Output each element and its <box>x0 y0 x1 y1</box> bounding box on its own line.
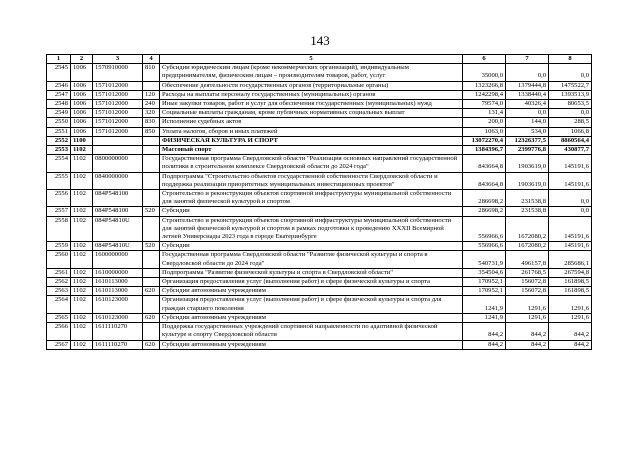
description-cell: Субсидии <box>160 242 463 251</box>
amount-year-2-cell: 1291,6 <box>506 313 549 322</box>
target-code-cell: 084P54810U <box>93 216 143 242</box>
section-code-cell: 1102 <box>71 172 93 189</box>
description-cell: Государственная программа Свердловской области "Реализация основных направлений государственной политики в строительном комплексе Свердловской области до 2024 года" <box>160 155 463 172</box>
amount-year-1-cell: 13072270,4 <box>463 136 506 145</box>
expense-type-cell <box>143 190 160 207</box>
row-number-cell: 2566 <box>47 323 71 340</box>
amount-year-2-cell: 1672080,2 <box>506 242 549 251</box>
description-cell: Массовый спорт <box>160 146 463 155</box>
row-number-cell: 2546 <box>47 81 71 90</box>
expense-type-cell: 620 <box>143 287 160 296</box>
amount-year-3-cell: 1066,8 <box>549 127 592 136</box>
section-code-cell: 1102 <box>71 296 93 313</box>
section-code-cell: 1102 <box>71 340 93 349</box>
amount-year-2-cell: 156072,8 <box>506 278 549 287</box>
amount-year-2-cell: 231538,8 <box>506 207 549 216</box>
amount-year-1-cell: 1241,9 <box>463 296 506 313</box>
amount-year-1-cell: 354504,6 <box>463 268 506 277</box>
amount-year-3-cell: 145191,6 <box>549 242 592 251</box>
budget-table <box>46 54 592 350</box>
amount-year-2-cell: 0,0 <box>506 64 549 81</box>
row-number-cell: 2557 <box>47 207 71 216</box>
description-cell: Строительство и реконструкция объектов спортивной инфраструктуры муниципальной собственности для занятий физической культурой и спортом <box>160 190 463 207</box>
section-code-cell: 1102 <box>71 190 93 207</box>
table-row <box>47 216 592 242</box>
table-body <box>47 64 592 350</box>
table-row <box>47 146 592 155</box>
expense-type-cell: 850 <box>143 127 160 136</box>
table-row <box>47 109 592 118</box>
table-row <box>47 90 592 99</box>
target-code-cell: 0840000000 <box>93 172 143 189</box>
row-number-cell: 2552 <box>47 136 71 145</box>
target-code-cell: 1610113000 <box>93 287 143 296</box>
target-code-cell: 0800000000 <box>93 155 143 172</box>
section-code-cell: 1102 <box>71 155 93 172</box>
amount-year-3-cell: 430877,7 <box>549 146 592 155</box>
row-number-cell: 2553 <box>47 146 71 155</box>
section-code-cell: 1006 <box>71 100 93 109</box>
expense-type-cell <box>143 155 160 172</box>
expense-type-cell: 830 <box>143 118 160 127</box>
expense-type-cell: 520 <box>143 242 160 251</box>
target-code-cell: 1610000000 <box>93 268 143 277</box>
section-code-cell: 1102 <box>71 287 93 296</box>
table-row <box>47 64 592 81</box>
table-row <box>47 172 592 189</box>
description-cell: Субсидии автономным учреждениям <box>160 287 463 296</box>
section-code-cell: 1100 <box>71 136 93 145</box>
description-cell: Иные закупки товаров, работ и услуг для обеспечения государственных (муниципальных) нужд <box>160 100 463 109</box>
amount-year-1-cell: 35000,0 <box>463 64 506 81</box>
section-code-cell: 1102 <box>71 207 93 216</box>
amount-year-2-cell: 1379444,8 <box>506 81 549 90</box>
target-code-cell <box>93 136 143 145</box>
amount-year-1-cell: 170952,1 <box>463 287 506 296</box>
description-cell: Государственная программа Свердловской области "Развитие физической культуры и спорта в Свердловской области до 2024 года" <box>160 251 463 268</box>
row-number-cell: 2567 <box>47 340 71 349</box>
target-code-cell: 1571012000 <box>93 100 143 109</box>
row-number-cell: 2561 <box>47 268 71 277</box>
expense-type-cell <box>143 81 160 90</box>
amount-year-1-cell: 843664,8 <box>463 172 506 189</box>
description-cell: Субсидии автономным учреждениям <box>160 340 463 349</box>
target-code-cell: 1610123000 <box>93 313 143 322</box>
amount-year-3-cell: 844,2 <box>549 340 592 349</box>
expense-type-cell <box>143 216 160 242</box>
amount-year-2-cell: 1903619,0 <box>506 155 549 172</box>
section-code-cell: 1102 <box>71 278 93 287</box>
amount-year-1-cell: 286698,2 <box>463 207 506 216</box>
section-code-cell: 1102 <box>71 313 93 322</box>
description-cell: Исполнение судебных актов <box>160 118 463 127</box>
section-code-cell: 1006 <box>71 90 93 99</box>
description-cell: Субсидии юридическим лицам (кроме некоммерческих организаций), индивидуальным предпринимателям, физическим лицам – производителям товаров, работ, услуг <box>160 64 463 81</box>
page-number: 143 <box>310 33 330 48</box>
amount-year-3-cell: 145191,6 <box>549 172 592 189</box>
section-code-cell: 1006 <box>71 118 93 127</box>
row-number-cell: 2554 <box>47 155 71 172</box>
table-row <box>47 268 592 277</box>
description-cell: Обеспечение деятельности государственных органов (территориальные органы) <box>160 81 463 90</box>
amount-year-2-cell: 0,0 <box>506 109 549 118</box>
amount-year-3-cell: 288,5 <box>549 118 592 127</box>
amount-year-3-cell: 0,0 <box>549 190 592 207</box>
expense-type-cell <box>143 268 160 277</box>
row-number-cell: 2565 <box>47 313 71 322</box>
amount-year-3-cell: 1475522,7 <box>549 81 592 90</box>
header-cell: 3 <box>93 55 143 64</box>
amount-year-3-cell: 1393513,9 <box>549 90 592 99</box>
expense-type-cell: 810 <box>143 64 160 81</box>
row-number-cell: 2555 <box>47 172 71 189</box>
amount-year-1-cell: 79574,0 <box>463 100 506 109</box>
table-row <box>47 242 592 251</box>
section-code-cell: 1006 <box>71 127 93 136</box>
row-number-cell: 2547 <box>47 90 71 99</box>
target-code-cell: 1571012000 <box>93 90 143 99</box>
amount-year-3-cell: 161898,5 <box>549 287 592 296</box>
amount-year-1-cell: 1241,9 <box>463 313 506 322</box>
amount-year-1-cell: 286698,2 <box>463 190 506 207</box>
section-code-cell: 1006 <box>71 109 93 118</box>
amount-year-2-cell: 1672080,2 <box>506 216 549 242</box>
expense-type-cell: 620 <box>143 340 160 349</box>
target-code-cell: 1611110270 <box>93 340 143 349</box>
description-cell: Организация предоставления услуг (выполнения работ) в сфере физической культуры и спорта для граждан старшего поколения <box>160 296 463 313</box>
table-row <box>47 287 592 296</box>
row-number-cell: 2560 <box>47 251 71 268</box>
amount-year-3-cell: 1291,6 <box>549 313 592 322</box>
description-cell: Подпрограмма "Строительство объектов государственной собственности Свердловской области и поддержка реализации приоритетных муниципальных инвестиционных проектов" <box>160 172 463 189</box>
amount-year-3-cell: 285686,1 <box>549 251 592 268</box>
amount-year-3-cell: 267594,8 <box>549 268 592 277</box>
section-code-cell: 1102 <box>71 268 93 277</box>
amount-year-2-cell: 844,2 <box>506 323 549 340</box>
section-code-cell: 1102 <box>71 323 93 340</box>
description-cell: Строительство и реконструкция объектов спортивной инфраструктуры муниципальной собственности для занятий физической культурой и спортом в рамках подготовки к проведению XXXII Всемирной летней Универсиады 2023 года в городе Екатеринбурге <box>160 216 463 242</box>
amount-year-3-cell: 844,2 <box>549 323 592 340</box>
table-row <box>47 155 592 172</box>
table-row <box>47 118 592 127</box>
target-code-cell: 1570910000 <box>93 64 143 81</box>
table-row <box>47 278 592 287</box>
expense-type-cell: 520 <box>143 207 160 216</box>
amount-year-3-cell: 80653,5 <box>549 100 592 109</box>
table-row <box>47 207 592 216</box>
amount-year-1-cell: 1242298,4 <box>463 90 506 99</box>
amount-year-3-cell: 1291,6 <box>549 296 592 313</box>
description-cell: Уплата налогов, сборов и иных платежей <box>160 127 463 136</box>
row-number-cell: 2562 <box>47 278 71 287</box>
description-cell: Расходы на выплаты персоналу государственных (муниципальных) органов <box>160 90 463 99</box>
amount-year-1-cell: 1384396,7 <box>463 146 506 155</box>
table-row <box>47 323 592 340</box>
amount-year-3-cell: 145191,6 <box>549 155 592 172</box>
amount-year-1-cell: 843664,8 <box>463 155 506 172</box>
description-cell: Поддержка государственных учреждений спортивной направленности по адаптивной физической культуре и спорту Свердловской области <box>160 323 463 340</box>
description-cell: Субсидии <box>160 207 463 216</box>
table-row <box>47 190 592 207</box>
amount-year-2-cell: 1903619,0 <box>506 172 549 189</box>
amount-year-3-cell: 0,0 <box>549 64 592 81</box>
table-row <box>47 340 592 349</box>
table-header-row <box>47 55 592 64</box>
row-number-cell: 2556 <box>47 190 71 207</box>
header-cell: 4 <box>143 55 160 64</box>
target-code-cell: 1611110270 <box>93 323 143 340</box>
table-row <box>47 127 592 136</box>
expense-type-cell: 120 <box>143 90 160 99</box>
table-row <box>47 313 592 322</box>
description-cell: Организация предоставления услуг (выполнения работ) в сфере физической культуры и спорта <box>160 278 463 287</box>
target-code-cell: 1610113000 <box>93 278 143 287</box>
amount-year-3-cell: 8860564,4 <box>549 136 592 145</box>
amount-year-2-cell: 40326,4 <box>506 100 549 109</box>
row-number-cell: 2548 <box>47 100 71 109</box>
target-code-cell: 1571012000 <box>93 81 143 90</box>
amount-year-1-cell: 1063,0 <box>463 127 506 136</box>
row-number-cell: 2550 <box>47 118 71 127</box>
section-code-cell: 1006 <box>71 81 93 90</box>
row-number-cell: 2559 <box>47 242 71 251</box>
section-code-cell: 1102 <box>71 242 93 251</box>
amount-year-1-cell: 131,4 <box>463 109 506 118</box>
description-cell: Социальные выплаты гражданам, кроме публичных нормативных социальных выплат <box>160 109 463 118</box>
amount-year-2-cell: 231538,8 <box>506 190 549 207</box>
amount-year-1-cell: 556966,6 <box>463 242 506 251</box>
table-row <box>47 136 592 145</box>
target-code-cell: 084P54810U <box>93 242 143 251</box>
expense-type-cell: 240 <box>143 100 160 109</box>
expense-type-cell <box>143 136 160 145</box>
amount-year-2-cell: 144,0 <box>506 118 549 127</box>
expense-type-cell: 320 <box>143 109 160 118</box>
amount-year-1-cell: 540731,9 <box>463 251 506 268</box>
expense-type-cell <box>143 172 160 189</box>
row-number-cell: 2563 <box>47 287 71 296</box>
amount-year-1-cell: 556966,6 <box>463 216 506 242</box>
amount-year-1-cell: 200,0 <box>463 118 506 127</box>
table-row <box>47 100 592 109</box>
amount-year-2-cell: 496157,8 <box>506 251 549 268</box>
expense-type-cell <box>143 296 160 313</box>
amount-year-1-cell: 170952,1 <box>463 278 506 287</box>
target-code-cell <box>93 146 143 155</box>
amount-year-2-cell: 2399776,8 <box>506 146 549 155</box>
amount-year-2-cell: 844,2 <box>506 340 549 349</box>
amount-year-2-cell: 534,0 <box>506 127 549 136</box>
header-cell: 2 <box>71 55 93 64</box>
header-cell: 8 <box>549 55 592 64</box>
target-code-cell: 1600000000 <box>93 251 143 268</box>
description-cell: Субсидии автономным учреждениям <box>160 313 463 322</box>
section-code-cell: 1006 <box>71 64 93 81</box>
target-code-cell: 084P548100 <box>93 207 143 216</box>
description-cell: ФИЗИЧЕСКАЯ КУЛЬТУРА И СПОРТ <box>160 136 463 145</box>
amount-year-2-cell: 156072,8 <box>506 287 549 296</box>
expense-type-cell <box>143 251 160 268</box>
target-code-cell: 1610123000 <box>93 296 143 313</box>
table-row <box>47 251 592 268</box>
header-cell: 5 <box>160 55 463 64</box>
section-code-cell: 1102 <box>71 251 93 268</box>
target-code-cell: 1571012000 <box>93 118 143 127</box>
amount-year-3-cell: 0,0 <box>549 207 592 216</box>
expense-type-cell <box>143 146 160 155</box>
amount-year-2-cell: 1338440,4 <box>506 90 549 99</box>
target-code-cell: 1571012000 <box>93 109 143 118</box>
description-cell: Подпрограмма "Развитие физической культуры и спорта в Свердловской области" <box>160 268 463 277</box>
section-code-cell: 1102 <box>71 146 93 155</box>
target-code-cell: 084P548100 <box>93 190 143 207</box>
target-code-cell: 1571012000 <box>93 127 143 136</box>
row-number-cell: 2564 <box>47 296 71 313</box>
amount-year-2-cell: 12326377,5 <box>506 136 549 145</box>
header-cell: 6 <box>463 55 506 64</box>
expense-type-cell: 620 <box>143 313 160 322</box>
row-number-cell: 2551 <box>47 127 71 136</box>
table-row <box>47 296 592 313</box>
amount-year-2-cell: 1291,6 <box>506 296 549 313</box>
row-number-cell: 2545 <box>47 64 71 81</box>
table-row <box>47 81 592 90</box>
amount-year-2-cell: 261768,5 <box>506 268 549 277</box>
header-cell: 1 <box>47 55 71 64</box>
section-code-cell: 1102 <box>71 216 93 242</box>
amount-year-1-cell: 844,2 <box>463 340 506 349</box>
row-number-cell: 2549 <box>47 109 71 118</box>
amount-year-3-cell: 161898,5 <box>549 278 592 287</box>
amount-year-1-cell: 844,2 <box>463 323 506 340</box>
expense-type-cell <box>143 278 160 287</box>
amount-year-3-cell: 145191,6 <box>549 216 592 242</box>
expense-type-cell <box>143 323 160 340</box>
amount-year-3-cell: 0,0 <box>549 109 592 118</box>
amount-year-1-cell: 1323266,8 <box>463 81 506 90</box>
row-number-cell: 2558 <box>47 216 71 242</box>
header-cell: 7 <box>506 55 549 64</box>
